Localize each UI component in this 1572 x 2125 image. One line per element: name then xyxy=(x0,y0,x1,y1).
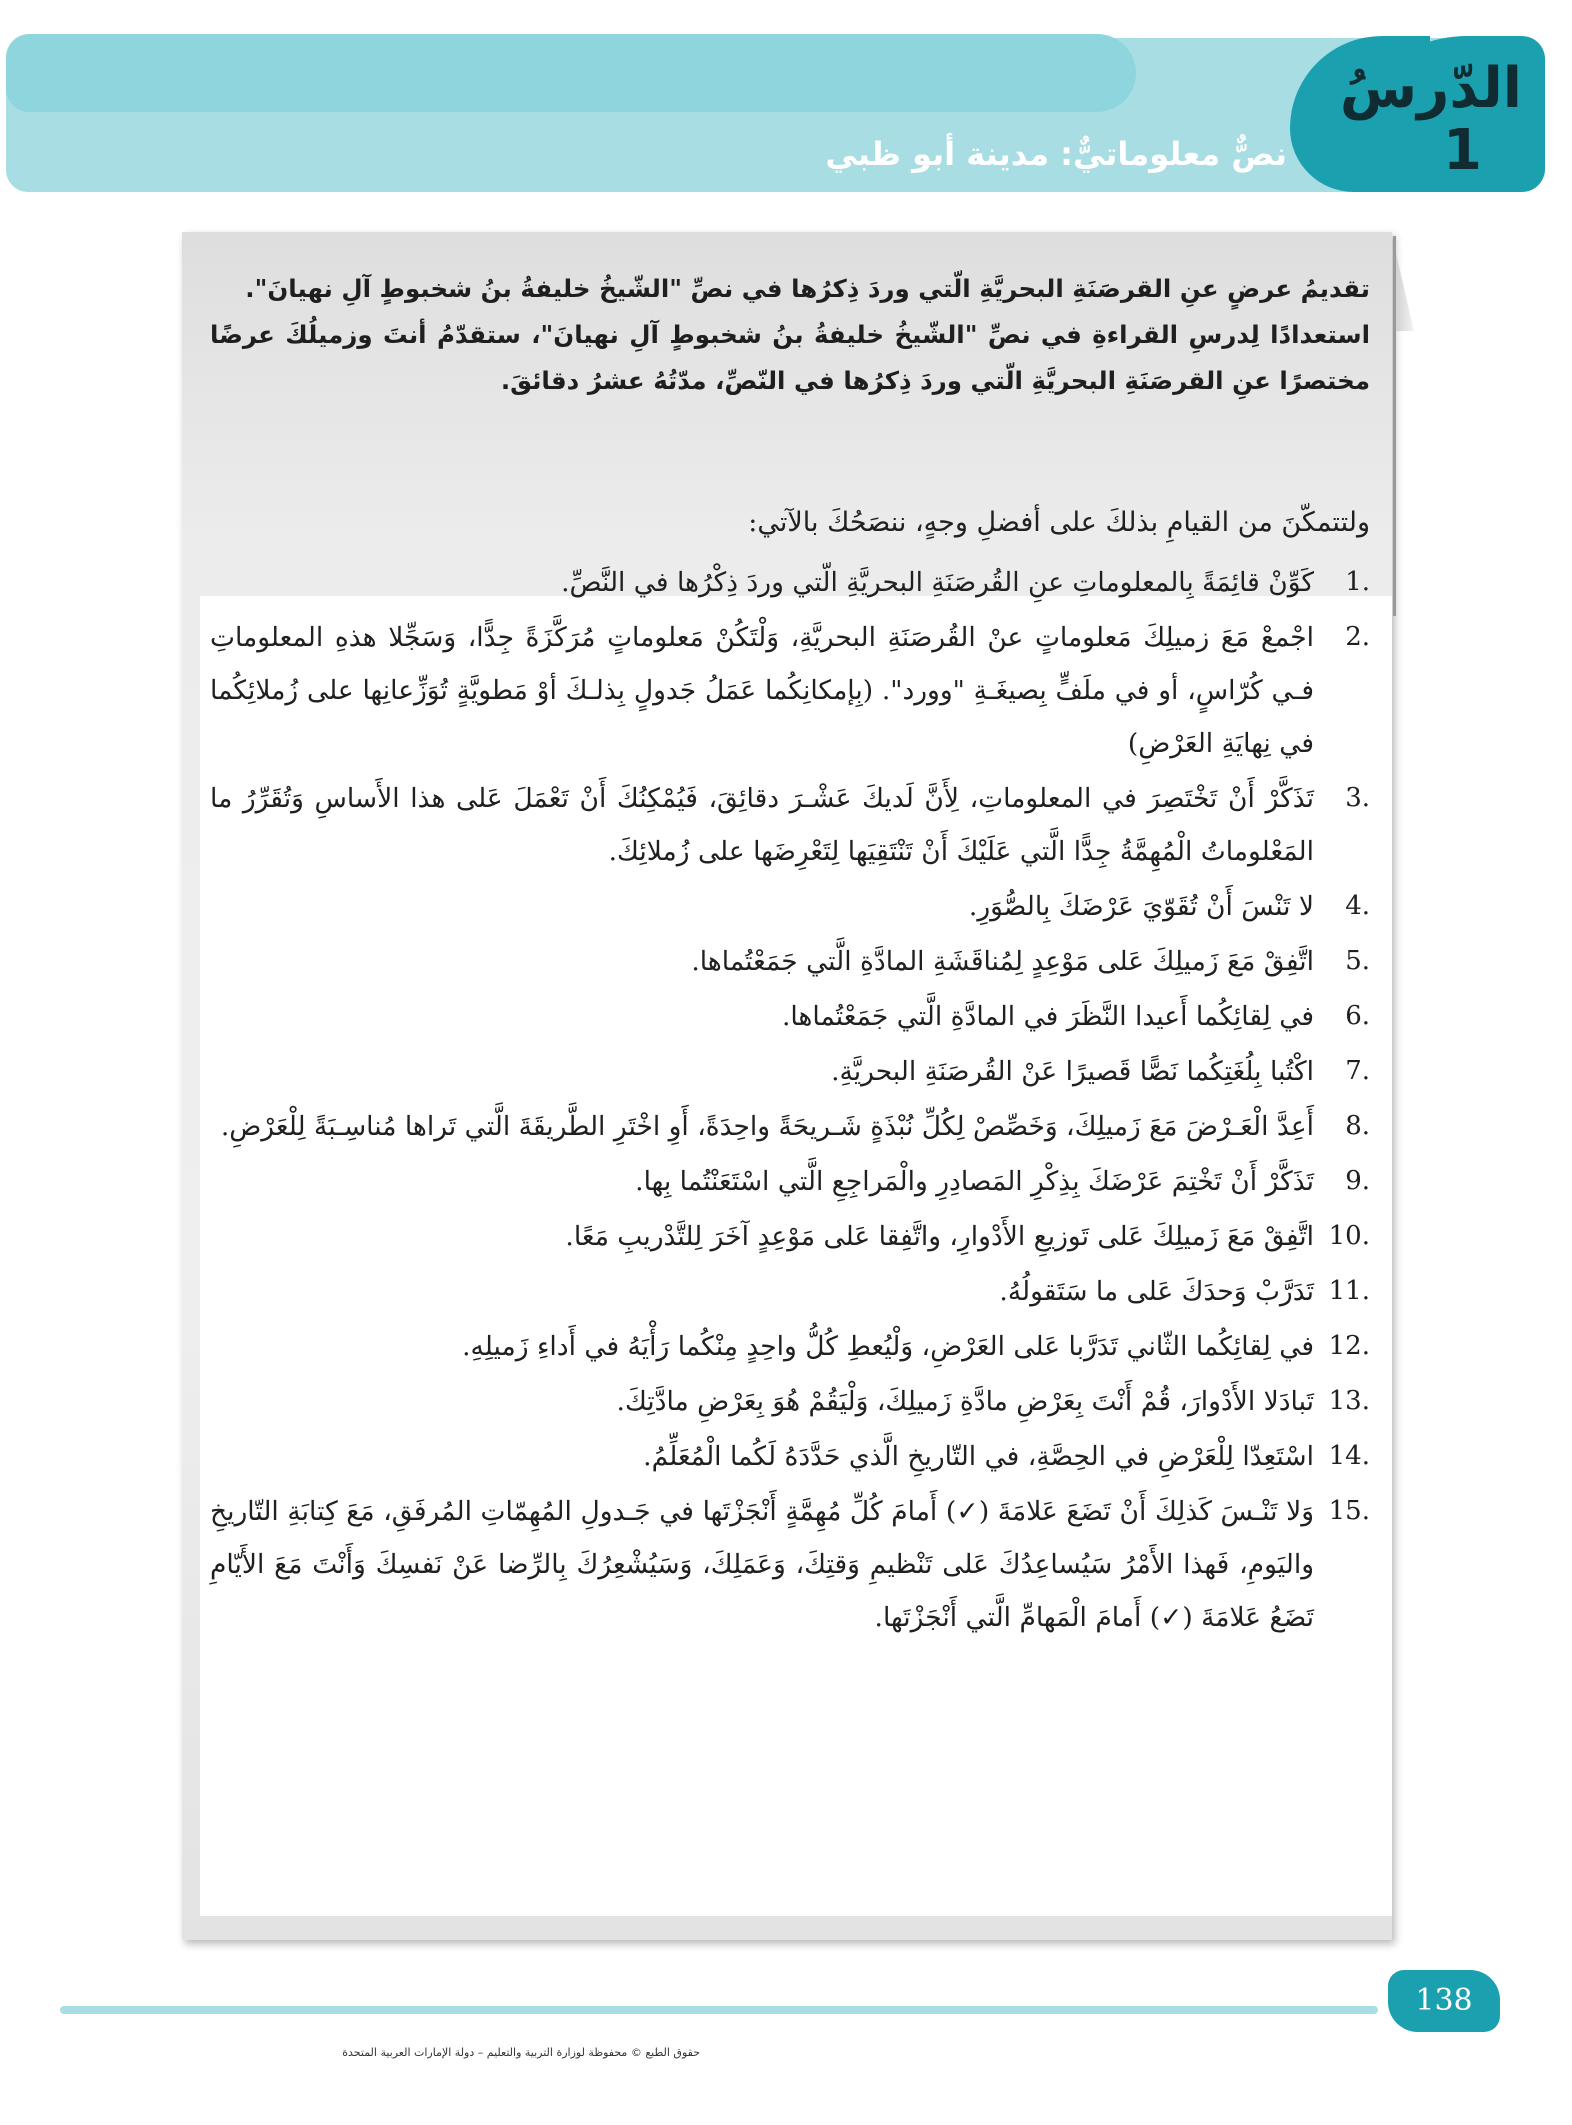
list-item xyxy=(210,1155,1370,1208)
header-top-strip xyxy=(6,34,1136,112)
list-item xyxy=(210,1100,1370,1153)
step-number: 2. xyxy=(1345,622,1370,652)
steps-lead: ولتتمكّنَ من القيامِ بذلكَ على أفضلِ وجهٍ، ننصَحُكَ بالآتي: xyxy=(748,507,1370,538)
steps-list xyxy=(210,556,1370,1646)
step-text: في لِقائِكُما الثّاني تَدَرَّبا عَلى العَرْضِ، وَلْيُعطِ كُلُّ واحِدٍ مِنْكُما رَأْيَهُ في أَداءِ زَميلِهِ. xyxy=(462,1331,1314,1362)
list-item xyxy=(210,772,1370,878)
page-fold-edge xyxy=(1393,236,1396,616)
list-item xyxy=(210,1485,1370,1644)
step-number: 12. xyxy=(1328,1331,1370,1361)
list-item xyxy=(210,1320,1370,1373)
step-text: كَوِّنْ قائِمَةً بِالمعلوماتِ عنِ القُرصَنَةِ البحريَّةِ الّتي وردَ ذِكْرُها في النَّصِّ. xyxy=(561,567,1314,598)
list-item xyxy=(210,556,1370,609)
list-item xyxy=(210,935,1370,988)
list-item xyxy=(210,1430,1370,1483)
step-number: 8. xyxy=(1345,1111,1370,1141)
step-text: اتَّفِقْ مَعَ زَميلِكَ عَلى مَوْعِدٍ لِمُناقَشَةِ المادَّةِ الَّتي جَمَعْتُماها. xyxy=(691,946,1314,977)
list-item xyxy=(210,1375,1370,1428)
activity-description: استعدادًا لِدرسِ القراءةِ في نصِّ "الشّيخُ خليفةُ بنُ شخبوطٍ آلِ نهيانَ"، ستقدّمُ أنتَ وزميلُكَ عرضًا مختصرًا عنِ القرصَنَةِ البحريَّةِ الّتي وردَ ذِكرُها في النّصِّ، مدّتُهُ عشرُ دقائقَ. xyxy=(210,320,1370,395)
step-number: 6. xyxy=(1345,1001,1370,1031)
step-text: تَبادَلا الأَدْوارَ، قُمْ أَنْتَ بِعَرْضِ مادَّةِ زَميلِكَ، وَلْيَقُمْ هُوَ بِعَرْضِ مادَّتِكَ. xyxy=(616,1386,1314,1417)
page-number: 138 xyxy=(1388,1970,1500,2032)
step-text: أَعِدَّ الْعَـرْضَ مَعَ زَميلِكَ، وَخَصِّصْ لِكُلِّ نُبْذَةٍ شَـريحَةً واحِدَةً، أَوِ اخْتَرِ الطَّريقَةَ الَّتي تَراها مُناسِـبَةً لِلْعَرْضِ. xyxy=(220,1111,1314,1142)
list-item xyxy=(210,1265,1370,1318)
step-text: في لِقائِكُما أَعيدا النَّظَرَ في المادَّةِ الَّتي جَمَعْتُماها. xyxy=(781,1001,1314,1032)
step-number: 15. xyxy=(1328,1496,1370,1526)
footer-rule xyxy=(60,2006,1378,2014)
step-number: 1. xyxy=(1345,567,1370,597)
step-text: تَذَكَّرْ أَنْ تَخْتِمَ عَرْضَكَ بِذِكْرِ المَصادِرِ والْمَراجِعِ الَّتي اسْتَعَنْتُما بِها. xyxy=(635,1166,1314,1197)
step-number: 7. xyxy=(1345,1056,1370,1086)
step-number: 9. xyxy=(1345,1166,1370,1196)
step-text: لا تَنْسَ أَنْ تُقَوّيَ عَرْضَكَ بِالصُّوَرِ. xyxy=(968,891,1314,922)
step-number: 5. xyxy=(1345,946,1370,976)
step-text: تَذَكَّرْ أَنْ تَخْتَصِرَ في المعلوماتِ، لِأَنَّ لَديكَ عَشْـرَ دقائِقَ، فَيُمْكِنُكَ أَنْ تَعْمَلَ عَلى هذا الأَساسِ وَتُقَرِّرُ ما المَعْلوماتُ الْمُهِمَّةُ جِدًّا الَّتي عَلَيْكَ أَنْ تَنْتَقِيَها لِتَعْرِضَها على زُملائِكَ. xyxy=(210,783,1314,867)
step-text: اجْمعْ مَعَ زميلِكَ مَعلوماتٍ عنْ القُرصَنَةِ البحريَّةِ، وَلْتَكُنْ مَعلوماتٍ مُرَكَّزَةً جِدًّا، وَسَجِّلا هذهِ المعلوماتِ فـي كُرّاسٍ، أو في ملَفٍّ بِصيغَـةِ "وورد". (بِإمكانِكُما عَمَلُ جَدولٍ بِذلـكَ أوْ مَطويَّةٍ تُوَزِّعانِها على زُملائِكُما في نِهايَةِ العَرْضِ) xyxy=(210,622,1314,759)
list-item xyxy=(210,611,1370,770)
list-item xyxy=(210,1045,1370,1098)
step-text: اتَّفِقْ مَعَ زَميلِكَ عَلى تَوزيعِ الأَدْوارِ، واتَّفِقا عَلى مَوْعِدٍ آخَرَ لِلتَّدْريبِ مَعًا. xyxy=(565,1221,1314,1252)
step-text: اسْتَعِدّا لِلْعَرْضِ في الحِصَّةِ، في التّاريخِ الَّذي حَدَّدَهُ لَكُما الْمُعَلِّمُ. xyxy=(643,1441,1314,1472)
step-number: 13. xyxy=(1328,1386,1370,1416)
step-text: تَدَرَّبْ وَحدَكَ عَلى ما سَتَقولُهُ. xyxy=(999,1276,1314,1307)
step-text: اكْتُبا بِلُغَتِكُما نَصًّا قَصيرًا عَنْ القُرصَنَةِ البحريَّةِ. xyxy=(831,1056,1314,1087)
step-number: 10. xyxy=(1328,1221,1370,1251)
activity-heading: تقديمُ عرضٍ عنِ القرصَنَةِ البحريَّةِ الّتي وردَ ذِكرُها في نصِّ "الشّيخُ خليفةُ بنُ شخبوطٍ آلِ نهيانَ". xyxy=(245,274,1370,303)
list-item xyxy=(210,990,1370,1043)
copyright-notice: حقوق الطبع © محفوظة لوزارة التربية والتعليم – دولة الإمارات العربية المتحدة xyxy=(342,2046,700,2059)
activity-intro xyxy=(210,266,1370,404)
list-item xyxy=(210,880,1370,933)
lesson-number: 1 xyxy=(1443,118,1482,183)
step-number: 3. xyxy=(1345,783,1370,813)
step-number: 4. xyxy=(1345,891,1370,921)
step-number: 11. xyxy=(1328,1276,1370,1306)
list-item xyxy=(210,1210,1370,1263)
step-text: وَلا تَنْـسَ كَذلِكَ أَنْ تَضَعَ عَلامَةَ (✓) أَمامَ كُلِّ مُهِمَّةٍ أَنْجَزْتَها في جَـدولِ المُهِمّاتِ المُرفَقِ، مَعَ كِتابَةِ التّاريخِ واليَومِ، فَهذا الأَمْرُ سَيُساعِدُكَ عَلى تَنْظيمِ وَقتِكَ، وَعَمَلِكَ، وَسَيُشْعِرُكَ بِالرِّضا عَنْ نَفسِكَ وَأَنْتَ مَعَ الأَيّامِ تَضَعُ عَلامَةَ (✓) أَمامَ الْمَهامِّ الَّتي أَنْجَزْتَها. xyxy=(210,1496,1314,1633)
lesson-label: الدّرسُ xyxy=(1339,56,1522,121)
lesson-title: نصٌّ معلوماتيٌّ: مدينة أبو ظبي xyxy=(825,135,1287,173)
step-number: 14. xyxy=(1328,1441,1370,1471)
